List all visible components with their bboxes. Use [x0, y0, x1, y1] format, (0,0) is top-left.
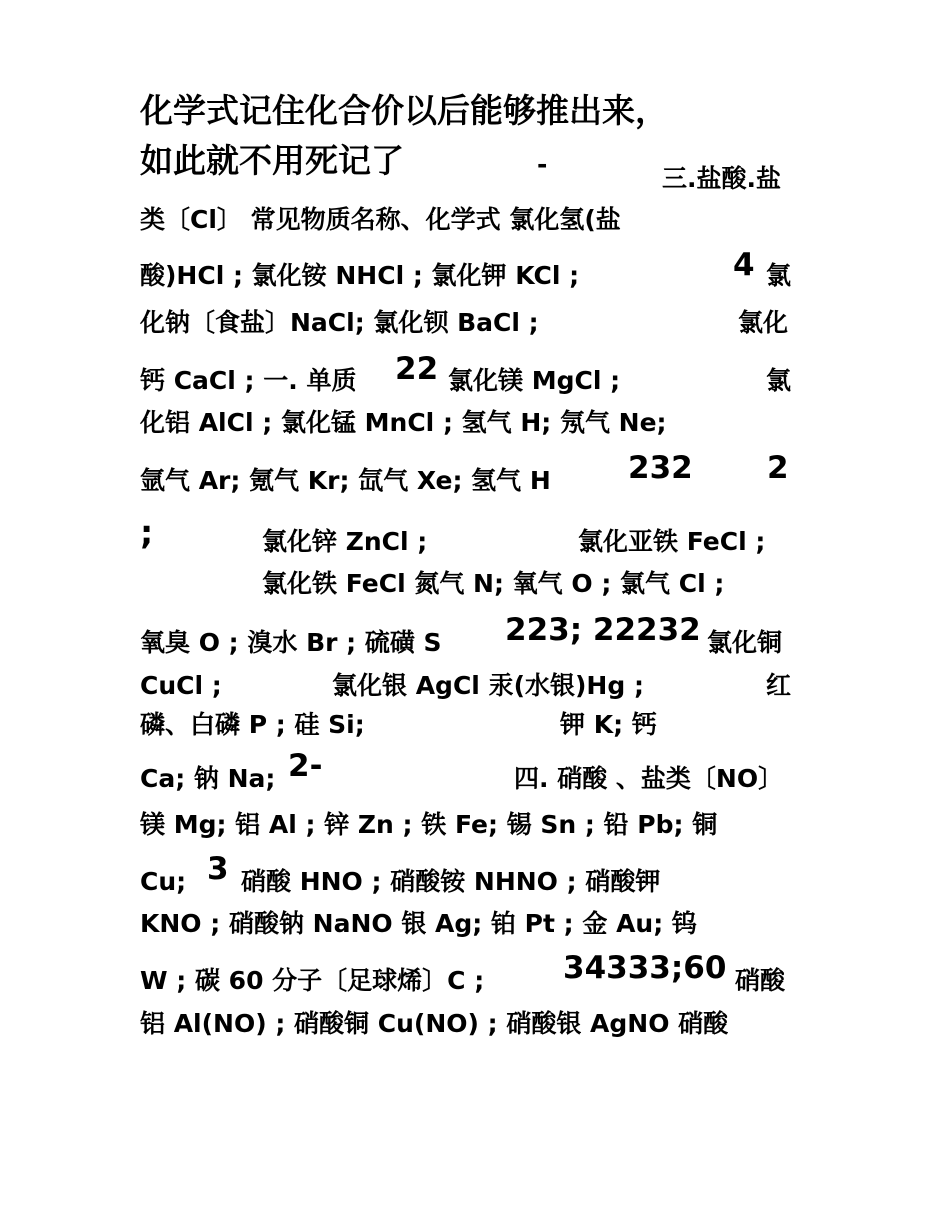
text-fragment: 氯化铜	[707, 628, 783, 657]
subscript-digits: 232	[628, 450, 693, 486]
text-line: 氩气 Ar; 氪气 Kr; 氙气 Xe; 氢气 H	[140, 466, 551, 495]
text-fragment: Cu;	[140, 867, 187, 896]
text-line: 钙 CaCl ; 一. 单质	[140, 366, 357, 395]
text-line: 镁 Mg; 铝 Al ; 锌 Zn ; 铁 Fe; 锡 Sn ; 铅 Pb; 铜	[140, 810, 718, 839]
text-fragment: 氯化锌 ZnCl ;	[262, 527, 428, 556]
text-line: 化铝 AlCl ; 氯化锰 MnCl ; 氢气 H; 氖气 Ne;	[140, 408, 667, 437]
text-line: 类〔Cl〕 常见物质名称、化学式 氯化氢(盐	[140, 205, 621, 234]
text-line: 氯化铁 FeCl 氮气 N; 氧气 O ; 氯气 Cl ;	[262, 569, 725, 598]
text-fragment: -	[537, 150, 548, 179]
text-line: 酸)HCl ; 氯化铵 NHCl ; 氯化钾 KCl ;	[140, 261, 580, 290]
text-fragment: 红	[766, 671, 792, 700]
text-fragment: 硝酸 HNO ; 硝酸铵 NHNO ; 硝酸钾	[241, 867, 661, 896]
subscript-digits: 2	[767, 450, 789, 486]
text-fragment: 氯化亚铁 FeCl ;	[578, 527, 766, 556]
text-fragment: ;	[140, 513, 154, 552]
subscript-digits: 223; 22232	[505, 612, 701, 648]
text-fragment: Ca; 钠 Na;	[140, 764, 276, 793]
text-line: 磷、白磷 P ; 硅 Si;	[140, 710, 365, 739]
text-fragment: 硝酸	[735, 966, 786, 995]
text-fragment: 氯	[766, 366, 792, 395]
section-heading-4: 四. 硝酸 、盐类〔NO〕	[514, 764, 784, 793]
text-fragment: 氯化	[738, 308, 789, 337]
text-fragment: 氯化银 AgCl 汞(水银)Hg ;	[332, 671, 644, 700]
text-fragment: 钾 K; 钙	[560, 710, 657, 739]
title-line-1: 化学式记住化合价以后能够推出来，	[140, 91, 668, 130]
text-fragment: 氯	[766, 261, 792, 290]
subscript-digits: 3	[207, 851, 229, 887]
subscript-digits: 4	[733, 247, 755, 283]
text-fragment: 氯化镁 MgCl ;	[448, 366, 621, 395]
title-line-2: 如此就不用死记了	[140, 141, 404, 180]
text-line: 化钠〔食盐〕NaCl; 氯化钡 BaCl ;	[140, 308, 539, 337]
text-fragment: W ; 碳 60 分子〔足球烯〕C ;	[140, 966, 485, 995]
section-heading-3: 三.盐酸.盐	[662, 164, 781, 193]
text-line: KNO ; 硝酸钠 NaNO 银 Ag; 铂 Pt ; 金 Au; 钨	[140, 909, 697, 938]
text-fragment: CuCl ;	[140, 671, 222, 700]
subscript-digits: 34333;60	[563, 950, 727, 986]
subscript-digits: 22	[395, 351, 439, 387]
text-line: 氧臭 O ; 溴水 Br ; 硫磺 S	[140, 628, 442, 657]
text-line: 铝 Al(NO) ; 硝酸铜 Cu(NO) ; 硝酸银 AgNO 硝酸	[140, 1009, 729, 1038]
superscript-charge: 2-	[288, 748, 323, 784]
